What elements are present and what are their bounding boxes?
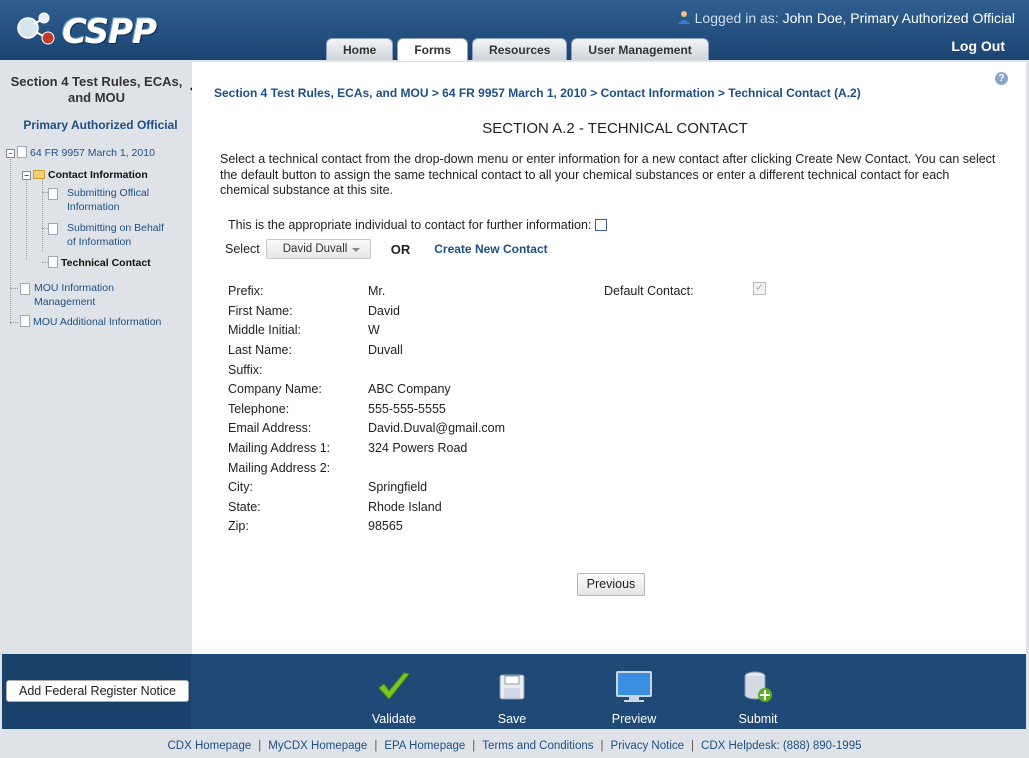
submit-label: Submit bbox=[738, 712, 778, 726]
field-value: ABC Company bbox=[368, 382, 451, 396]
save-button[interactable] bbox=[477, 668, 547, 726]
field-label: Mailing Address 2: bbox=[228, 461, 331, 475]
field-value: Duvall bbox=[368, 343, 403, 357]
field-label: Prefix: bbox=[228, 284, 264, 298]
sidebar bbox=[2, 62, 191, 654]
logged-in-label: Logged in as: bbox=[694, 10, 779, 26]
appropriate-contact-label: This is the appropriate individual to contact for further information: bbox=[228, 218, 592, 232]
help-icon[interactable]: ? bbox=[995, 72, 1008, 85]
tree-item-technical-contact[interactable]: Technical Contact bbox=[52, 256, 151, 270]
collapse-icon[interactable]: − bbox=[6, 149, 15, 158]
cspp-logo[interactable] bbox=[14, 8, 157, 52]
tree-item-contact-information[interactable]: − Contact Information bbox=[22, 168, 148, 182]
or-label: OR bbox=[390, 241, 411, 257]
field-value: 555-555-5555 bbox=[368, 402, 446, 416]
logged-in-info bbox=[677, 10, 1015, 26]
app-name: CSPP bbox=[62, 12, 157, 52]
field-value: 324 Powers Road bbox=[368, 441, 468, 455]
logged-in-user: John Doe, Primary Authorized Official bbox=[782, 10, 1015, 26]
tab-home[interactable]: Home bbox=[326, 38, 393, 60]
footer-link-epa-homepage[interactable]: EPA Homepage bbox=[384, 740, 466, 752]
previous-button[interactable]: Previous bbox=[577, 573, 645, 596]
tab-user-management[interactable]: User Management bbox=[571, 38, 708, 60]
field-value: Rhode Island bbox=[368, 500, 442, 514]
field-label: City: bbox=[228, 480, 253, 494]
app-header bbox=[0, 0, 1029, 60]
footer-link-cdx-homepage[interactable]: CDX Homepage bbox=[167, 740, 252, 752]
document-icon bbox=[20, 315, 30, 327]
document-icon bbox=[20, 283, 30, 295]
field-label: Middle Initial: bbox=[228, 323, 301, 337]
collapse-icon[interactable]: − bbox=[22, 171, 31, 180]
tree-item-submitting-official[interactable]: Submitting Offical Information bbox=[52, 186, 172, 214]
document-icon bbox=[48, 188, 58, 200]
create-new-contact-link[interactable]: Create New Contact bbox=[434, 242, 548, 256]
floppy-disk-icon bbox=[499, 674, 525, 700]
contact-select-row bbox=[225, 239, 548, 259]
field-label: Company Name: bbox=[228, 382, 322, 396]
document-icon bbox=[48, 256, 58, 268]
footer-link-helpdesk[interactable]: CDX Helpdesk: (888) 890-1995 bbox=[701, 740, 862, 752]
page-title: SECTION A.2 - TECHNICAL CONTACT bbox=[482, 120, 748, 137]
folder-icon bbox=[33, 170, 45, 179]
main-tabs bbox=[326, 38, 709, 60]
tree-item-submitting-behalf[interactable]: Submitting on Behalf of Information bbox=[52, 221, 172, 249]
field-value: W bbox=[368, 323, 380, 337]
field-label: Email Address: bbox=[228, 421, 312, 435]
field-label: First Name: bbox=[228, 304, 293, 318]
appropriate-contact-row bbox=[228, 218, 607, 232]
appropriate-contact-checkbox[interactable] bbox=[595, 219, 607, 231]
action-bar-left bbox=[2, 654, 191, 729]
field-label: Suffix: bbox=[228, 363, 263, 377]
tab-resources[interactable]: Resources bbox=[472, 38, 567, 60]
database-add-icon bbox=[743, 671, 773, 703]
field-value: 98565 bbox=[368, 519, 403, 533]
field-label: Last Name: bbox=[228, 343, 292, 357]
field-label: Mailing Address 1: bbox=[228, 441, 331, 455]
checkmark-icon bbox=[377, 671, 411, 703]
sidebar-role: Primary Authorized Official bbox=[23, 118, 178, 132]
submit-button[interactable] bbox=[723, 668, 793, 726]
validate-button[interactable] bbox=[359, 668, 429, 726]
default-contact-checkbox[interactable]: ✓ bbox=[754, 282, 765, 294]
validate-label: Validate bbox=[371, 712, 417, 726]
default-contact-label: Default Contact: bbox=[604, 284, 694, 298]
field-value: Mr. bbox=[368, 284, 386, 298]
footer-link-mycdx-homepage[interactable]: MyCDX Homepage bbox=[268, 740, 368, 752]
select-label: Select bbox=[225, 242, 260, 256]
tab-forms[interactable]: Forms bbox=[397, 38, 468, 61]
breadcrumb[interactable]: Section 4 Test Rules, ECAs, and MOU > 64 FR 9957 March 1, 2010 > Contact Information > Technical Contact (A.2) bbox=[214, 86, 861, 100]
footer-link-terms[interactable]: Terms and Conditions bbox=[482, 740, 594, 752]
action-bar bbox=[2, 654, 1026, 729]
footer-link-privacy[interactable]: Privacy Notice bbox=[610, 740, 685, 752]
preview-button[interactable] bbox=[599, 668, 669, 726]
user-icon bbox=[677, 10, 691, 24]
field-value: Springfield bbox=[368, 480, 428, 494]
tree-item-mou-additional[interactable]: MOU Additional Information bbox=[20, 315, 161, 329]
preview-label: Preview bbox=[611, 712, 657, 726]
document-icon bbox=[17, 146, 27, 158]
document-icon bbox=[48, 223, 58, 235]
field-label: Telephone: bbox=[228, 402, 290, 416]
instructions-text: Select a technical contact from the drop-down menu or enter information for a new contact after clicking Create New Contact. You can select the default button to assign the same technical contact to all your chemical substances or enter a different technical contact for each chemical substance at this site. bbox=[220, 152, 996, 197]
add-federal-register-notice-button[interactable]: Add Federal Register Notice bbox=[6, 680, 189, 702]
sidebar-title: Section 4 Test Rules, ECAs, and MOU bbox=[10, 74, 183, 105]
field-label: State: bbox=[228, 500, 261, 514]
logo-molecule-icon bbox=[14, 8, 62, 52]
monitor-icon bbox=[616, 671, 652, 703]
tree-item-fr-notice[interactable]: − 64 FR 9957 March 1, 2010 bbox=[6, 146, 155, 160]
save-label: Save bbox=[497, 712, 527, 726]
field-label: Zip: bbox=[228, 519, 249, 533]
logout-link[interactable]: Log Out bbox=[951, 38, 1005, 54]
main-content bbox=[192, 62, 1026, 654]
field-value: David.Duval@gmail.com bbox=[368, 421, 506, 435]
tree-item-mou-information[interactable]: MOU Information Management bbox=[20, 281, 170, 309]
contact-dropdown[interactable]: David Duvall bbox=[266, 239, 371, 259]
footer: CDX Homepage | MyCDX Homepage | EPA Homepage | Terms and Conditions | Privacy Notice | CDX Helpdesk: (888) 890-1995 bbox=[167, 740, 862, 752]
field-value: David bbox=[368, 304, 400, 318]
